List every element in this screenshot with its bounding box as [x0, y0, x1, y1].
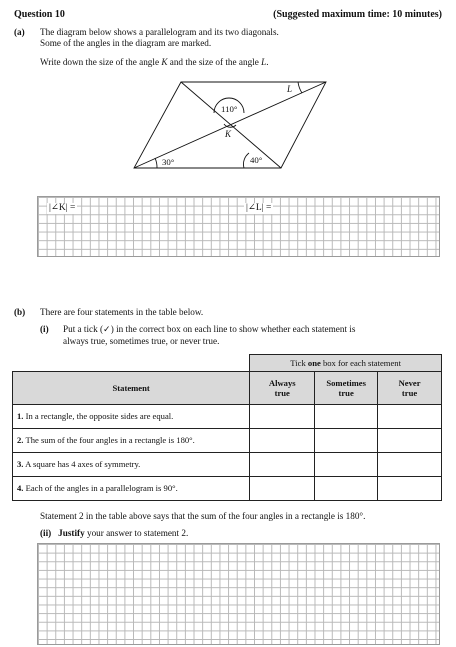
angle-k-label: K	[225, 129, 232, 139]
tick-box-sometimes[interactable]	[315, 453, 378, 477]
statement-cell	[13, 405, 250, 429]
header-always	[250, 372, 315, 405]
angle-30-label: 30°	[162, 157, 175, 167]
tick-box-always[interactable]	[250, 429, 315, 453]
sub-i-label: (i)	[40, 324, 49, 334]
instruction-var-l: L	[261, 57, 267, 67]
answer-k-label: |∠K| =	[49, 203, 76, 213]
part-b-label: (b)	[14, 307, 26, 317]
part-b-intro: There are four statements in the table below.	[40, 307, 204, 317]
tick-pre: Tick	[290, 357, 308, 368]
statement-text: In a rectangle, the opposite sides are equal.	[25, 411, 174, 422]
header-always-1: Always	[268, 377, 296, 388]
header-never-2: true	[401, 388, 418, 398]
instruction-mid: and the size of the angle	[167, 57, 262, 67]
statement-cell	[13, 477, 250, 501]
sub-ii-line	[40, 528, 188, 539]
tick-box-never[interactable]	[378, 405, 442, 429]
sub-ii-justify: Justify	[58, 528, 85, 538]
arc-l	[298, 82, 302, 93]
table-row	[13, 453, 442, 477]
part-a-label: (a)	[14, 27, 25, 37]
statements-table	[12, 354, 442, 501]
statement-num: 2.	[17, 435, 24, 446]
statement-cell	[13, 429, 250, 453]
tick-box-never[interactable]	[378, 429, 442, 453]
table-row	[13, 429, 442, 453]
header-always-2: true	[274, 388, 290, 398]
statement-num: 3.	[17, 459, 24, 470]
statement-text: A square has 4 axes of symmetry.	[25, 459, 141, 470]
answer-grid-a[interactable]	[37, 196, 440, 257]
question-number: Question 10	[14, 9, 65, 20]
statement2-note: Statement 2 in the table above says that the sum of the four angles in a rectangle is 180°.	[40, 511, 366, 521]
answer-grid-b[interactable]	[37, 543, 440, 645]
statement-text: The sum of the four angles in a rectangle is 180°.	[25, 435, 195, 446]
tick-post: box for each statement	[320, 357, 401, 368]
sub-i-line1: Put a tick (✓) in the correct box on each line to show whether each statement is	[63, 324, 356, 334]
suggested-time: (Suggested maximum time: 10 minutes)	[273, 9, 442, 20]
angle-40-label: 40°	[250, 155, 263, 165]
tick-box-always[interactable]	[250, 453, 315, 477]
statement-text: Each of the angles in a parallelogram is 90°.	[25, 483, 178, 494]
table-row	[13, 477, 442, 501]
angle-l-label: L	[287, 84, 293, 94]
table-row	[13, 405, 442, 429]
statement-header: Statement	[13, 372, 250, 405]
tick-box-always[interactable]	[250, 405, 315, 429]
tick-box-sometimes[interactable]	[315, 477, 378, 501]
sub-ii-rest: your answer to statement 2.	[84, 528, 189, 538]
tick-box-sometimes[interactable]	[315, 429, 378, 453]
tick-box-never[interactable]	[378, 453, 442, 477]
instruction-pre: Write down the size of the angle	[40, 57, 162, 67]
part-a-line2: Some of the angles in the diagram are marked.	[40, 38, 212, 48]
tick-box-never[interactable]	[378, 477, 442, 501]
header-never-1: Never	[398, 377, 421, 388]
tick-instruction	[250, 355, 442, 372]
sub-i-line2: always true, sometimes true, or never true.	[63, 336, 220, 346]
arc-30	[155, 158, 157, 168]
instruction-end: .	[266, 57, 269, 67]
statement-cell	[13, 453, 250, 477]
statement-num: 1.	[17, 411, 24, 422]
diagonal-2	[134, 82, 326, 168]
arc-40	[243, 153, 249, 168]
answer-l-label: |∠L| =	[246, 203, 272, 213]
sub-ii-label: (ii)	[40, 528, 52, 538]
tick-bold: one	[307, 357, 321, 368]
tick-box-always[interactable]	[250, 477, 315, 501]
angle-110-label: 110°	[221, 104, 238, 114]
statement-num: 4.	[17, 483, 24, 494]
tick-box-sometimes[interactable]	[315, 405, 378, 429]
part-a-line1: The diagram below shows a parallelogram and its two diagonals.	[40, 27, 279, 37]
header-never	[378, 372, 442, 405]
header-sometimes-2: true	[338, 388, 354, 398]
header-sometimes	[315, 372, 378, 405]
parallelogram-diagram	[0, 0, 456, 200]
instruction-var-k: K	[161, 57, 168, 67]
header-sometimes-1: Sometimes	[326, 377, 366, 388]
